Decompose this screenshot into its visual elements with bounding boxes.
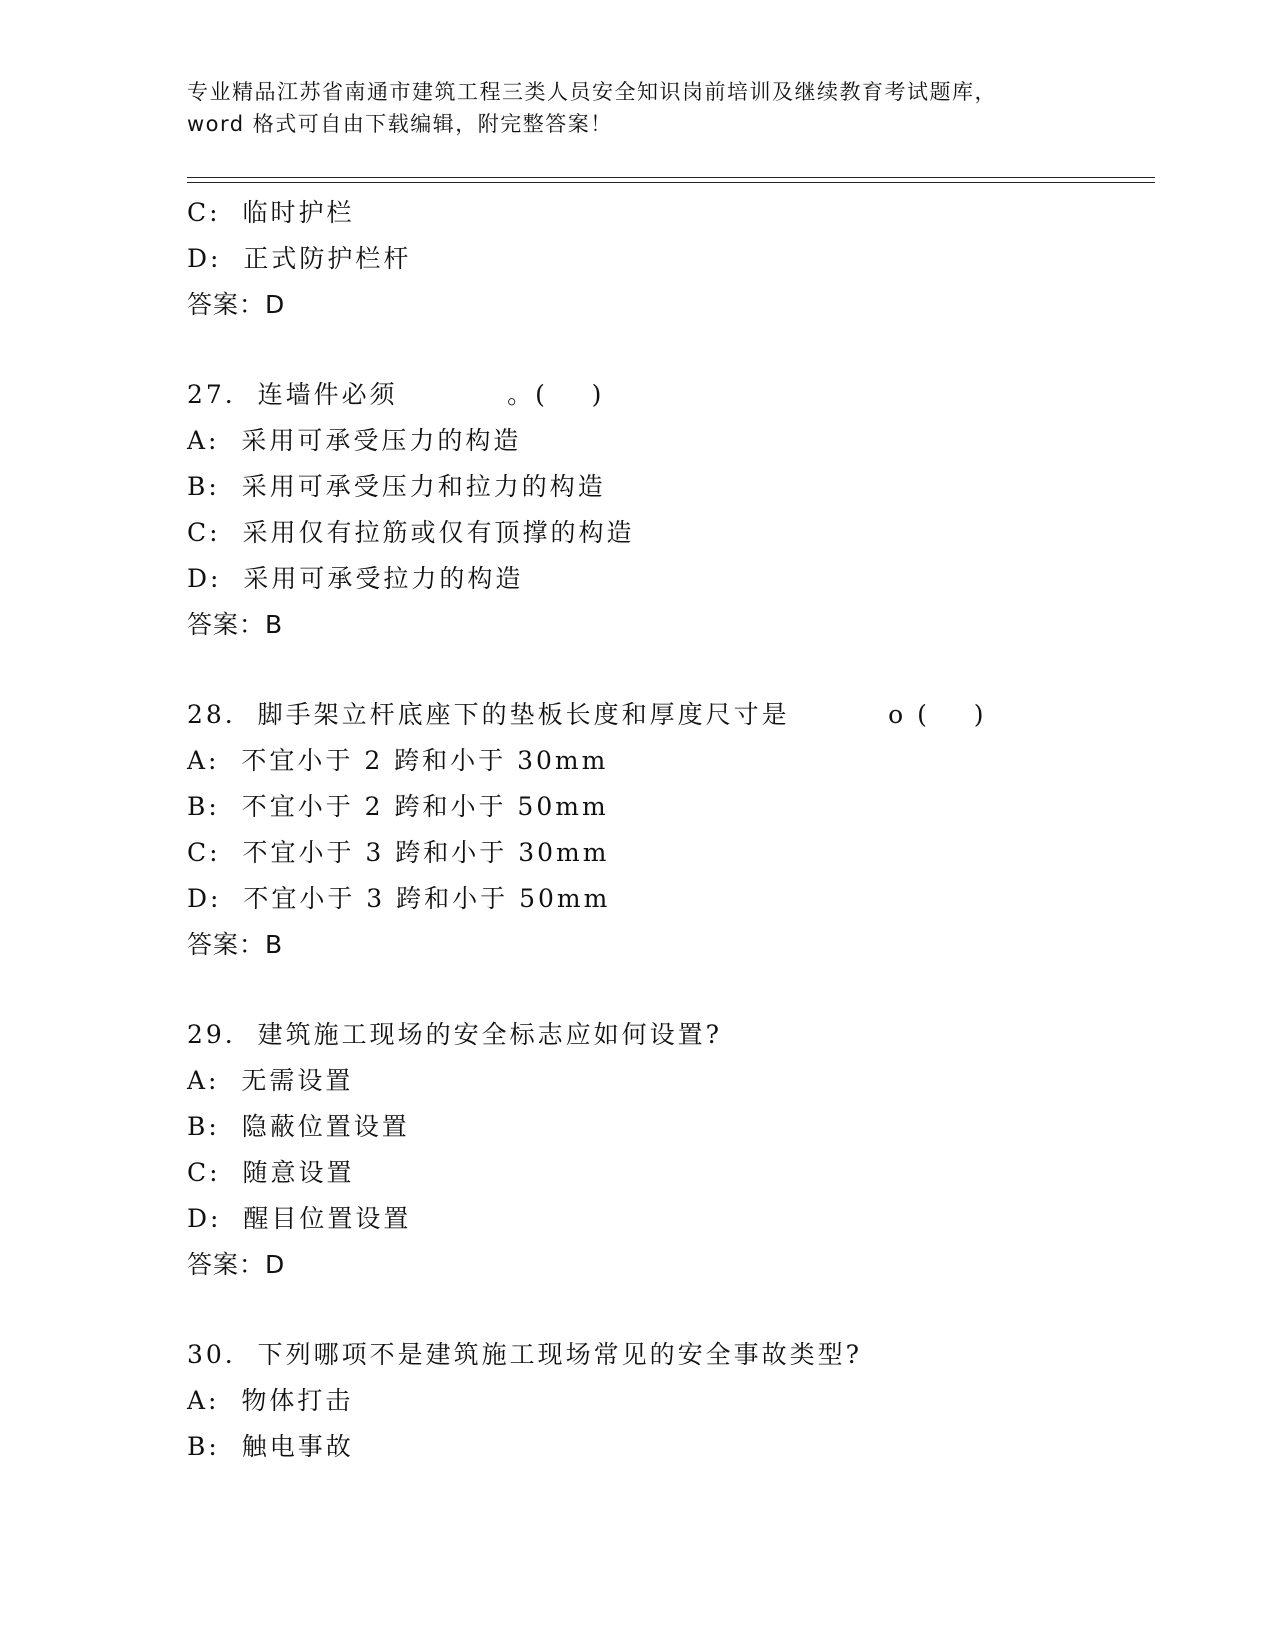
option-d: D: 醒目位置设置: [187, 1204, 412, 1233]
option-b: B: 不宜小于 2 跨和小于 50mm: [187, 792, 609, 821]
option-c: C: 不宜小于 3 跨和小于 30mm: [187, 838, 610, 867]
option-c: C: 临时护栏: [187, 198, 355, 227]
question-block-26: [187, 190, 1147, 328]
header-line-2: word 格式可自由下载编辑，附完整答案！: [187, 112, 613, 136]
question-block-28: [187, 692, 1147, 968]
spacer: [187, 328, 1147, 372]
header-line-1: 专业精品江苏省南通市建筑工程三类人员安全知识岗前培训及继续教育考试题库，: [187, 80, 997, 104]
header-divider-bottom: [187, 182, 1155, 183]
option-a: A: 无需设置: [187, 1066, 354, 1095]
answer-line: 答案：D: [187, 1250, 286, 1279]
option-c: C: 随意设置: [187, 1158, 355, 1187]
option-a: A: 采用可承受压力的构造: [187, 426, 522, 455]
question-block-30: [187, 1332, 1147, 1470]
spacer: [187, 1288, 1147, 1332]
question-text: 28. 脚手架立杆底座下的垫板长度和厚度尺寸是 o ( ): [187, 700, 987, 729]
option-d: D: 不宜小于 3 跨和小于 50mm: [187, 884, 611, 913]
answer-line: 答案：B: [187, 930, 284, 959]
answer-line: 答案：D: [187, 290, 286, 319]
question-text: 30. 下列哪项不是建筑施工现场常见的安全事故类型?: [187, 1340, 863, 1369]
header-divider-top: [187, 177, 1155, 178]
question-list: [187, 190, 1147, 1470]
option-a: A: 不宜小于 2 跨和小于 30mm: [187, 746, 609, 775]
question-text: 29. 建筑施工现场的安全标志应如何设置?: [187, 1020, 723, 1049]
spacer: [187, 648, 1147, 692]
spacer: [187, 968, 1147, 1012]
option-c: C: 采用仅有拉筋或仅有顶撑的构造: [187, 518, 635, 547]
option-d: D: 采用可承受拉力的构造: [187, 564, 524, 593]
answer-line: 答案：B: [187, 610, 284, 639]
question-text: 27. 连墙件必须 。( ): [187, 380, 605, 409]
option-a: A: 物体打击: [187, 1386, 354, 1415]
option-b: B: 隐蔽位置设置: [187, 1112, 410, 1141]
question-block-29: [187, 1012, 1147, 1288]
option-d: D: 正式防护栏杆: [187, 244, 412, 273]
option-b: B: 触电事故: [187, 1432, 354, 1461]
question-block-27: [187, 372, 1147, 648]
document-header: [187, 76, 1087, 140]
option-b: B: 采用可承受压力和拉力的构造: [187, 472, 606, 501]
